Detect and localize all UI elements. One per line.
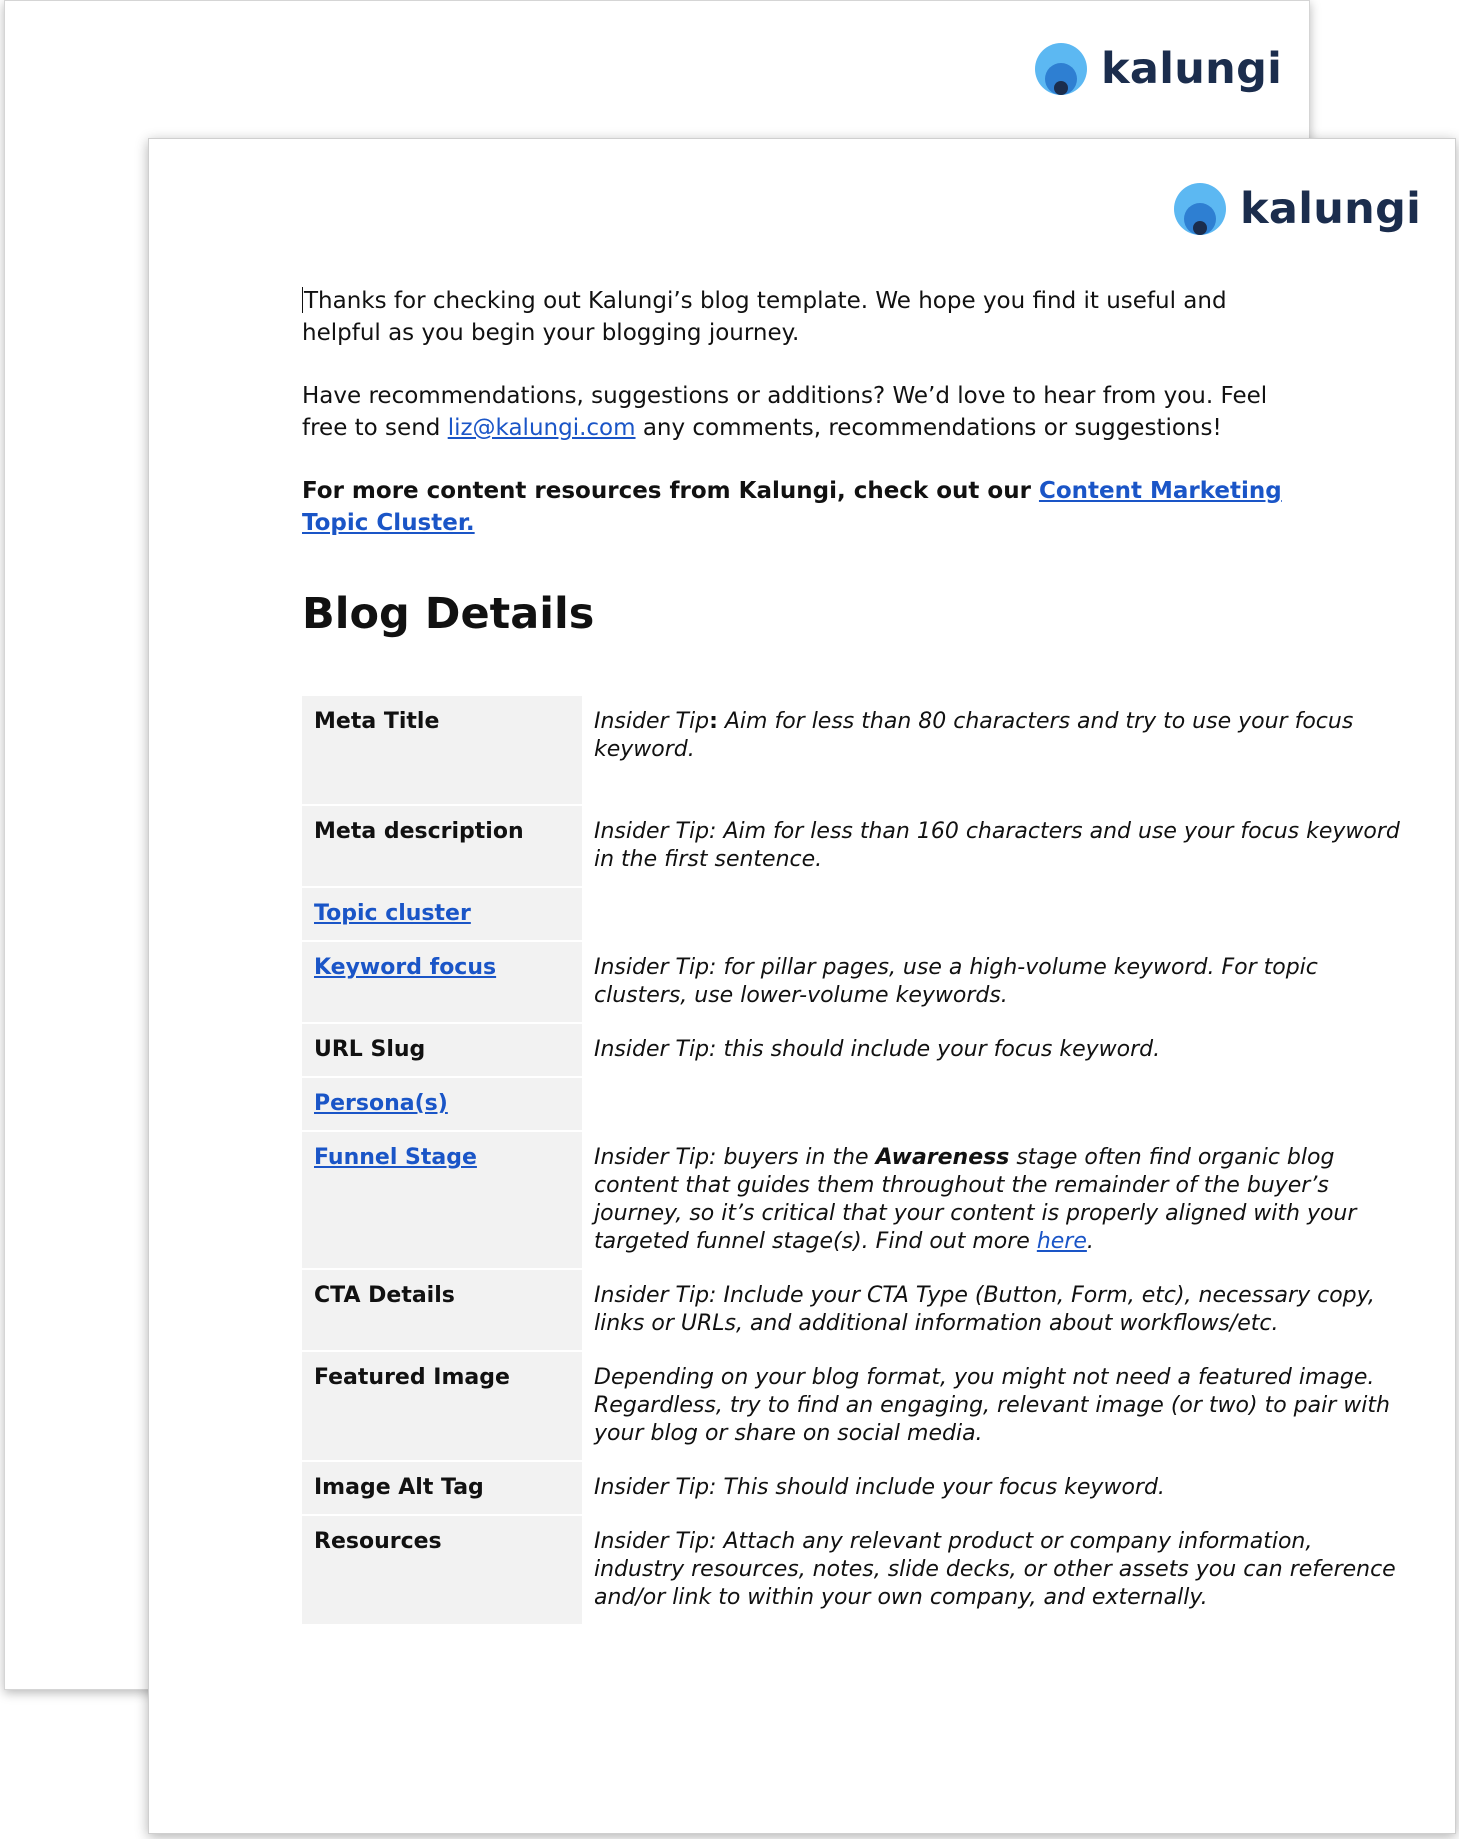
brand-logo [1035, 43, 1282, 95]
row-tip: Insider Tip: for pillar pages, use a high-volume keyword. For topic clusters, use lower-volume keywords. [594, 955, 1318, 1008]
table-row [302, 696, 1404, 804]
row-label: Resources [302, 1516, 582, 1624]
row-label [302, 888, 582, 940]
row-tip: Insider Tip: Include your CTA Type (Button, Form, etc), necessary copy, links or URLs, and additional information about workflows/etc. [594, 1283, 1375, 1336]
brand-name: kalungi [1240, 183, 1422, 234]
row-label: Meta Title [302, 696, 582, 804]
brand-name: kalungi [1101, 43, 1283, 94]
row-label: Meta description [302, 806, 582, 886]
intro-paragraph: Thanks for checking out Kalungi’s blog template. We hope you find it useful and helpful as you begin your blogging journey. [302, 288, 1227, 346]
funnel-stage-label-link[interactable]: Funnel Stage [314, 1145, 477, 1170]
resources-paragraph: For more content resources from Kalungi, check out our Content Marketing Topic Cluster. [302, 478, 1282, 536]
table-row [302, 1516, 1404, 1624]
find-out-more-link[interactable]: here [1036, 1229, 1087, 1254]
topic-cluster-label-link[interactable]: Topic cluster [314, 901, 471, 926]
row-label [302, 1132, 582, 1268]
table-row [302, 1132, 1404, 1268]
row-tip [582, 1078, 1404, 1130]
row-label: Featured Image [302, 1352, 582, 1460]
row-label: CTA Details [302, 1270, 582, 1350]
brand-logo [1174, 183, 1421, 235]
row-label: Image Alt Tag [302, 1462, 582, 1514]
row-tip: Insider Tip: buyers in the Awareness stage often find organic blog content that guides them throughout the remainder of the buyer’s journey, so it’s critical that your content is properly aligned with your targeted funnel stage(s). Find out more here. [594, 1145, 1357, 1254]
row-tip [582, 888, 1404, 940]
row-tip: Insider Tip: Aim for less than 160 characters and use your focus keyword in the first sentence. [594, 819, 1400, 872]
table-row [302, 1024, 1404, 1076]
row-tip: Insider Tip: this should include your focus keyword. [594, 1037, 1161, 1062]
table-row [302, 1078, 1404, 1130]
table-row [302, 806, 1404, 886]
row-tip: Insider Tip: Aim for less than 80 characters and try to use your focus keyword. [594, 709, 1354, 762]
row-label [302, 942, 582, 1022]
text-cursor [302, 287, 303, 313]
persona-label-link[interactable]: Persona(s) [314, 1091, 448, 1116]
row-tip: Insider Tip: Attach any relevant product or company information, industry resources, notes, slide decks, or other assets you can reference and/or link to within your own company, and externally. [594, 1529, 1396, 1610]
blog-details-table [302, 694, 1404, 1626]
table-row [302, 1462, 1404, 1514]
row-tip: Insider Tip: This should include your focus keyword. [594, 1475, 1165, 1500]
row-label: URL Slug [302, 1024, 582, 1076]
kalungi-logo-icon [1174, 183, 1226, 235]
row-label [302, 1078, 582, 1130]
table-row [302, 1352, 1404, 1460]
table-row [302, 1270, 1404, 1350]
email-link[interactable]: liz@kalungi.com [447, 415, 636, 441]
table-row [302, 888, 1404, 940]
topic-cluster-link[interactable]: Content Marketing Topic Cluster. [302, 478, 1282, 536]
table-row [302, 942, 1404, 1022]
intro-section [302, 285, 1302, 570]
feedback-paragraph: Have recommendations, suggestions or additions? We’d love to hear from you. Feel free to send liz@kalungi.com any comments, recommendations or suggestions! [302, 383, 1268, 441]
kalungi-logo-icon [1035, 43, 1087, 95]
front-page [148, 138, 1456, 1834]
keyword-focus-label-link[interactable]: Keyword focus [314, 955, 497, 980]
row-tip: Depending on your blog format, you might not need a featured image. Regardless, try to find an engaging, relevant image (or two) to pair with your blog or share on social media. [594, 1365, 1390, 1446]
section-heading: Blog Details [302, 589, 595, 639]
